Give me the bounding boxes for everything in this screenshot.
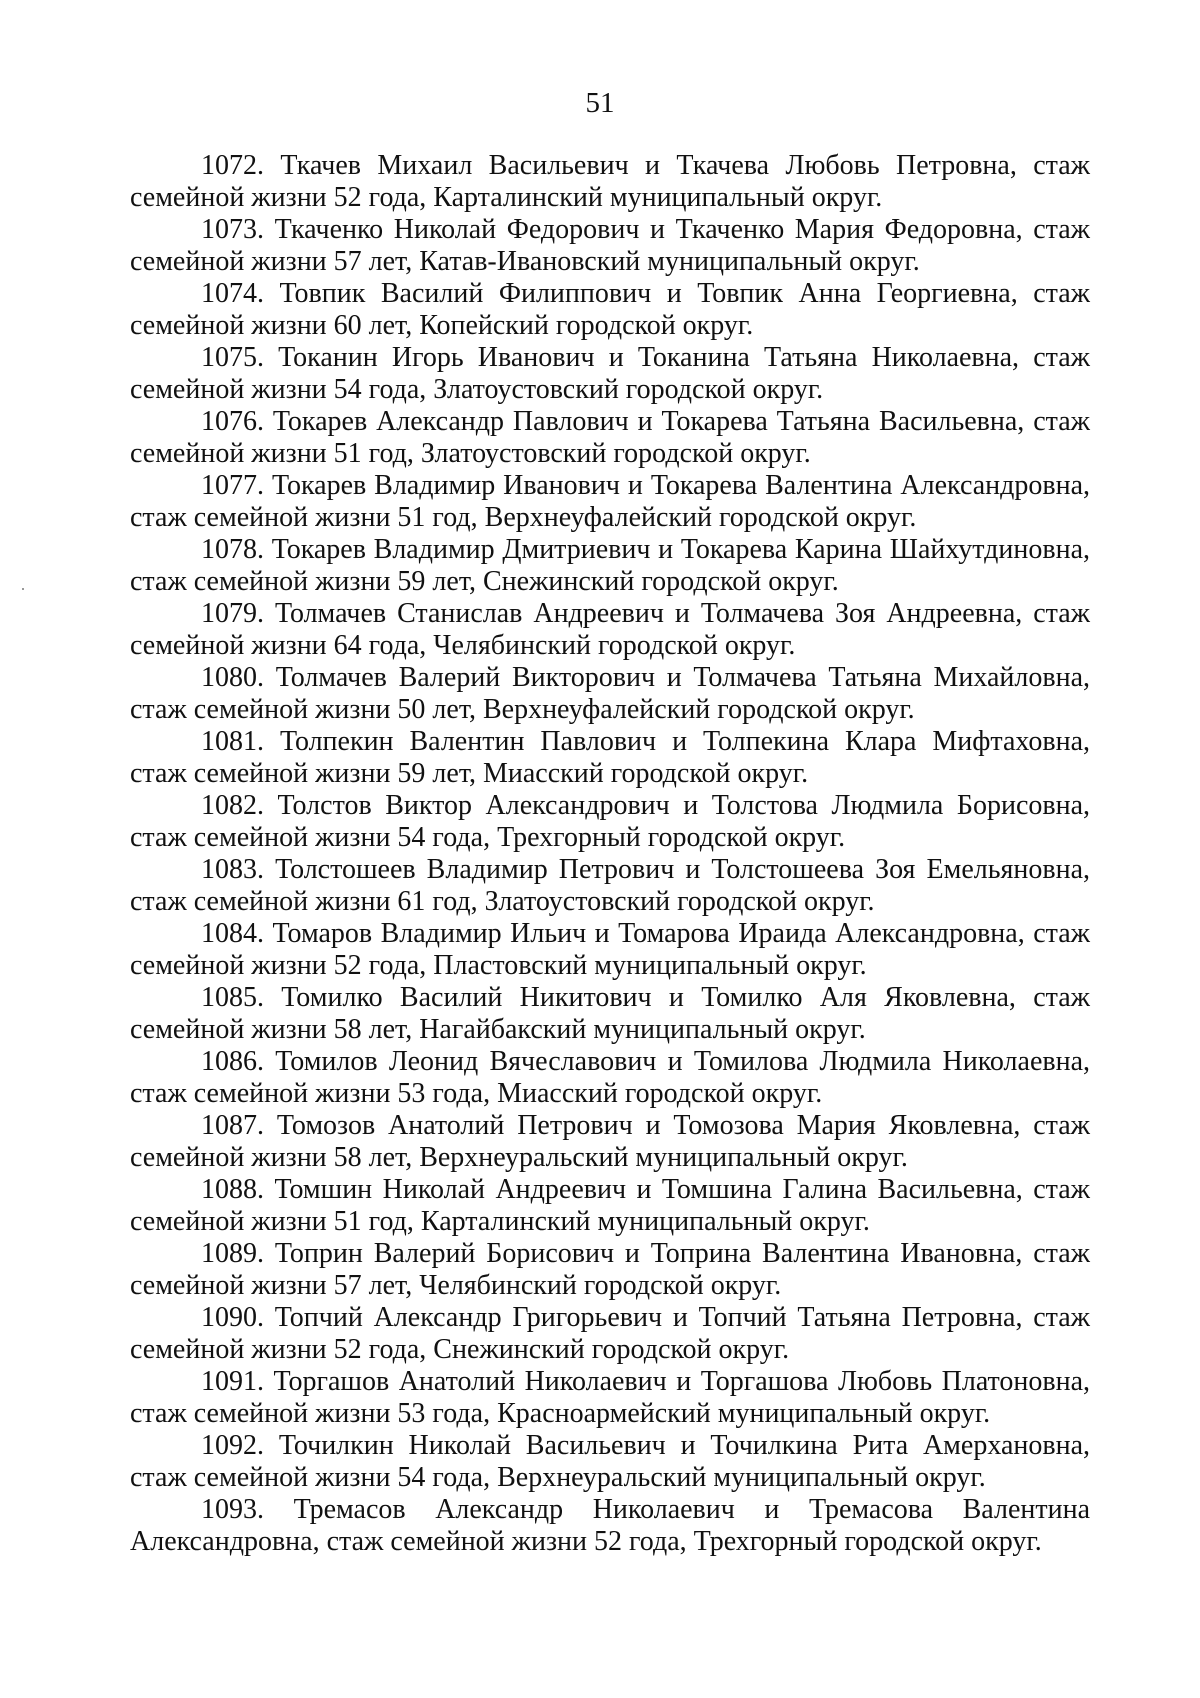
entry-number: 1079. bbox=[201, 598, 264, 629]
entry-number: 1092. bbox=[201, 1430, 264, 1461]
entry-number: 1075. bbox=[201, 342, 264, 373]
entry-text: Томшин Николай Андреевич и Томшина Галина Васильевна, стаж семейной жизни 51 год, Карталинский муниципальный округ. bbox=[130, 1174, 1091, 1237]
list-item bbox=[130, 470, 1090, 534]
entry-text: Ткачев Михаил Васильевич и Ткачева Любовь Петровна, стаж семейной жизни 52 года, Карталинский муниципальный округ. bbox=[130, 150, 1090, 213]
entry-number: 1087. bbox=[201, 1110, 264, 1141]
entry-number: 1077. bbox=[201, 470, 264, 501]
list-item bbox=[130, 1174, 1090, 1238]
entry-number: 1078. bbox=[201, 534, 264, 565]
entry-text: Толмачев Валерий Викторович и Толмачева Татьяна Михайловна, стаж семейной жизни 50 лет, Верхнеуфалейский городской округ. bbox=[130, 662, 1090, 725]
list-item bbox=[130, 854, 1090, 918]
entry-number: 1073. bbox=[201, 214, 264, 245]
list-item bbox=[130, 598, 1090, 662]
list-item bbox=[130, 1046, 1090, 1110]
entry-text: Точилкин Николай Васильевич и Точилкина Рита Амерхановна, стаж семейной жизни 54 года, Верхнеуральский муниципальный округ. bbox=[130, 1430, 1091, 1493]
entry-text: Толстошеев Владимир Петрович и Толстошеева Зоя Емельяновна, стаж семейной жизни 61 год, Златоустовский городской округ. bbox=[130, 854, 1091, 917]
list-item bbox=[130, 790, 1090, 854]
entry-number: 1076. bbox=[201, 406, 264, 437]
entry-number: 1093. bbox=[201, 1494, 264, 1525]
entry-text: Толпекин Валентин Павлович и Толпекина Клара Мифтаховна, стаж семейной жизни 59 лет, Миасский городской округ. bbox=[130, 726, 1091, 789]
entry-text: Токанин Игорь Иванович и Токанина Татьяна Николаевна, стаж семейной жизни 54 года, Златоустовский городской округ. bbox=[130, 342, 1090, 405]
entry-text: Толмачев Станислав Андреевич и Толмачева Зоя Андреевна, стаж семейной жизни 64 года, Челябинский городской округ. bbox=[130, 598, 1091, 661]
entry-text: Томилов Леонид Вячеславович и Томилова Людмила Николаевна, стаж семейной жизни 53 года, Миасский городской округ. bbox=[130, 1046, 1091, 1109]
list-item bbox=[130, 214, 1090, 278]
list-item bbox=[130, 534, 1090, 598]
entry-number: 1091. bbox=[201, 1366, 264, 1397]
entry-number: 1080. bbox=[201, 662, 264, 693]
list-item bbox=[130, 1494, 1090, 1558]
entry-number: 1088. bbox=[201, 1174, 264, 1205]
entry-text: Тремасов Александр Николаевич и Тремасова Валентина Александровна, стаж семейной жизни 52 года, Трехгорный городской округ. bbox=[130, 1494, 1090, 1557]
entry-number: 1090. bbox=[201, 1302, 264, 1333]
list-item bbox=[130, 1430, 1090, 1494]
entry-text: Токарев Александр Павлович и Токарева Татьяна Васильевна, стаж семейной жизни 51 год, Златоустовский городской округ. bbox=[130, 406, 1090, 469]
list-item bbox=[130, 342, 1090, 406]
entry-number: 1074. bbox=[201, 278, 264, 309]
list-item bbox=[130, 150, 1090, 214]
list-item bbox=[130, 918, 1090, 982]
entry-number: 1082. bbox=[201, 790, 264, 821]
list-item bbox=[130, 662, 1090, 726]
entry-list bbox=[130, 150, 1090, 1558]
entry-number: 1089. bbox=[201, 1238, 264, 1269]
entry-number: 1084. bbox=[201, 918, 264, 949]
entry-text: Топчий Александр Григорьевич и Топчий Татьяна Петровна, стаж семейной жизни 52 года, Снежинский городской округ. bbox=[130, 1302, 1091, 1365]
list-item bbox=[130, 726, 1090, 790]
entry-text: Ткаченко Николай Федорович и Ткаченко Мария Федоровна, стаж семейной жизни 57 лет, Катав-Ивановский муниципальный округ. bbox=[130, 214, 1090, 277]
entry-text: Толстов Виктор Александрович и Толстова Людмила Борисовна, стаж семейной жизни 54 года, Трехгорный городской округ. bbox=[130, 790, 1091, 853]
list-item bbox=[130, 278, 1090, 342]
entry-text: Торгашов Анатолий Николаевич и Торгашова Любовь Платоновна, стаж семейной жизни 53 года, Красноармейский муниципальный округ. bbox=[130, 1366, 1091, 1429]
entry-text: Топрин Валерий Борисович и Топрина Валентина Ивановна, стаж семейной жизни 57 лет, Челябинский городской округ. bbox=[130, 1238, 1091, 1301]
entry-text: Томозов Анатолий Петрович и Томозова Мария Яковлевна, стаж семейной жизни 58 лет, Верхнеуральский муниципальный округ. bbox=[130, 1110, 1091, 1173]
entry-number: 1072. bbox=[201, 150, 264, 181]
entry-text: Токарев Владимир Дмитриевич и Токарева Карина Шайхутдиновна, стаж семейной жизни 59 лет, Снежинский городской округ. bbox=[130, 534, 1090, 597]
list-item bbox=[130, 1110, 1090, 1174]
list-item bbox=[130, 406, 1090, 470]
list-item bbox=[130, 1366, 1090, 1430]
entry-number: 1086. bbox=[201, 1046, 264, 1077]
entry-text: Токарев Владимир Иванович и Токарева Валентина Александровна, стаж семейной жизни 51 год, Верхнеуфалейский городской округ. bbox=[130, 470, 1091, 533]
page-number: 51 bbox=[585, 87, 615, 119]
entry-text: Томилко Василий Никитович и Томилко Аля Яковлевна, стаж семейной жизни 58 лет, Нагайбакский муниципальный округ. bbox=[130, 982, 1090, 1045]
list-item bbox=[130, 982, 1090, 1046]
entry-number: 1081. bbox=[201, 726, 264, 757]
entry-number: 1085. bbox=[201, 982, 264, 1013]
list-item bbox=[130, 1302, 1090, 1366]
margin-mark bbox=[22, 588, 24, 590]
entry-number: 1083. bbox=[201, 854, 264, 885]
entry-text: Товпик Василий Филиппович и Товпик Анна Георгиевна, стаж семейной жизни 60 лет, Копейский городской округ. bbox=[130, 278, 1090, 341]
list-item bbox=[130, 1238, 1090, 1302]
entry-text: Томаров Владимир Ильич и Томарова Ираида Александровна, стаж семейной жизни 52 года, Пластовский муниципальный округ. bbox=[130, 918, 1090, 981]
